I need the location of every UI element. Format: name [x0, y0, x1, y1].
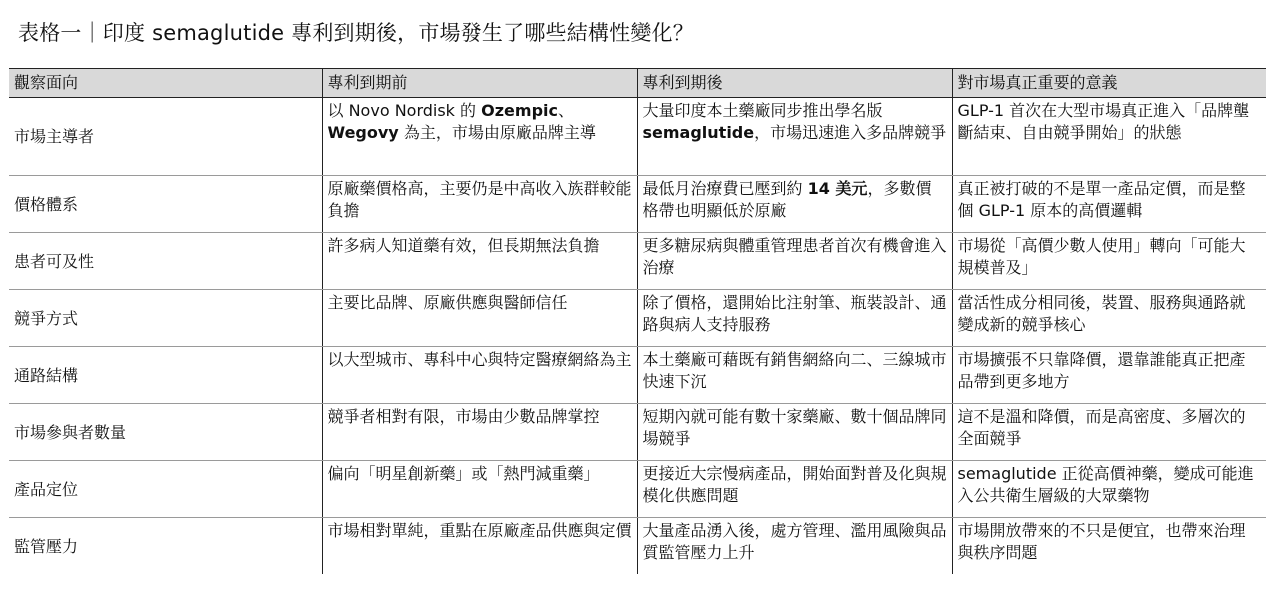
text-segment: 市場開放帶來的不只是便宜，也帶來治理與秩序問題 [957, 521, 1246, 562]
cell-after-expiry [637, 98, 952, 176]
table-row [9, 176, 1266, 233]
text-segment: 短期內就可能有數十家藥廠、數十個品牌同場競爭 [642, 407, 947, 448]
table-row [9, 98, 1266, 176]
text-segment: semaglutide 正從高價神藥，變成可能進入公共衛生層級的大眾藥物 [957, 464, 1254, 505]
text-segment: 這不是溫和降價，而是高密度、多層次的全面競爭 [957, 407, 1246, 448]
cell-after-expiry [637, 347, 952, 404]
text-segment: 以 Novo Nordisk 的 [327, 101, 482, 120]
text-segment: GLP-1 首次在大型市場真正進入「品牌壟斷結束、自由競爭開始」的狀態 [957, 101, 1250, 142]
cell-meaning [952, 518, 1266, 575]
text-segment: 當活性成分相同後，裝置、服務與通路就變成新的競爭核心 [957, 293, 1246, 334]
header-aspect: 觀察面向 [9, 69, 322, 98]
cell-before-expiry [322, 404, 637, 461]
cell-meaning [952, 290, 1266, 347]
cell-before-expiry [322, 518, 637, 575]
table-row [9, 233, 1266, 290]
text-segment: 市場從「高價少數人使用」轉向「可能大規模普及」 [957, 236, 1246, 277]
text-segment: 本土藥廠可藉既有銷售網絡向二、三線城市快速下沉 [642, 350, 947, 391]
cell-meaning [952, 176, 1266, 233]
comparison-table [9, 68, 1266, 574]
header-after-expiry: 專利到期後 [637, 69, 952, 98]
text-segment: 真正被打破的不是單一產品定價，而是整個 GLP-1 原本的高價邏輯 [957, 179, 1246, 220]
text-segment: ，多數價格帶也明顯低於原廠 [642, 179, 932, 220]
row-aspect: 競爭方式 [9, 290, 322, 347]
cell-meaning [952, 98, 1266, 176]
cell-before-expiry [322, 233, 637, 290]
text-segment: 原廠藥價格高，主要仍是中高收入族群較能負擔 [327, 179, 632, 220]
row-aspect: 市場主導者 [9, 98, 322, 176]
text-segment: 最低月治療費已壓到約 [642, 179, 808, 198]
text-segment: 大量產品湧入後，處方管理、濫用風險與品質監管壓力上升 [642, 521, 947, 562]
row-aspect: 監管壓力 [9, 518, 322, 575]
text-segment: 更接近大宗慢病產品，開始面對普及化與規模化供應問題 [642, 464, 947, 505]
text-segment: ，市場迅速進入多品牌競爭 [754, 123, 947, 142]
row-aspect: 患者可及性 [9, 233, 322, 290]
cell-after-expiry [637, 290, 952, 347]
cell-before-expiry [322, 347, 637, 404]
cell-meaning [952, 233, 1266, 290]
cell-meaning [952, 404, 1266, 461]
row-aspect: 價格體系 [9, 176, 322, 233]
table-header-row [9, 69, 1266, 98]
bold-text: Ozempic [481, 101, 558, 120]
text-segment: 大量印度本土藥廠同步推出學名版 [642, 101, 883, 120]
table-row [9, 290, 1266, 347]
text-segment: 市場擴張不只靠降價，還靠誰能真正把產品帶到更多地方 [957, 350, 1246, 391]
row-aspect: 通路結構 [9, 347, 322, 404]
table-row [9, 404, 1266, 461]
bold-text: 14 美元 [807, 179, 868, 198]
cell-before-expiry [322, 176, 637, 233]
header-before-expiry: 專利到期前 [322, 69, 637, 98]
text-segment: 為主，市場由原廠品牌主導 [398, 123, 596, 142]
row-aspect: 市場參與者數量 [9, 404, 322, 461]
cell-before-expiry [322, 461, 637, 518]
text-segment: 偏向「明星創新藥」或「熱門減重藥」 [327, 464, 600, 483]
cell-meaning [952, 461, 1266, 518]
bold-text: semaglutide [642, 123, 755, 142]
table-row [9, 518, 1266, 575]
cell-before-expiry [322, 290, 637, 347]
text-segment: 以大型城市、專科中心與特定醫療網絡為主 [327, 350, 632, 369]
table-row [9, 461, 1266, 518]
text-segment: 更多糖尿病與體重管理患者首次有機會進入治療 [642, 236, 947, 277]
cell-before-expiry [322, 98, 637, 176]
text-segment: 除了價格，還開始比注射筆、瓶裝設計、通路與病人支持服務 [642, 293, 947, 334]
cell-after-expiry [637, 518, 952, 575]
row-aspect: 產品定位 [9, 461, 322, 518]
text-segment: 競爭者相對有限，市場由少數品牌掌控 [327, 407, 600, 426]
text-segment: 許多病人知道藥有效，但長期無法負擔 [327, 236, 600, 255]
cell-meaning [952, 347, 1266, 404]
header-meaning: 對市場真正重要的意義 [952, 69, 1266, 98]
text-segment: 市場相對單純，重點在原廠產品供應與定價 [327, 521, 632, 540]
cell-after-expiry [637, 404, 952, 461]
cell-after-expiry [637, 176, 952, 233]
table-body [9, 98, 1266, 575]
text-segment: 主要比品牌、原廠供應與醫師信任 [327, 293, 568, 312]
cell-after-expiry [637, 233, 952, 290]
table-title: 表格一｜印度 semaglutide 專利到期後，市場發生了哪些結構性變化？ [18, 21, 694, 45]
text-segment: 、 [557, 101, 574, 120]
bold-text: Wegovy [327, 123, 399, 142]
table-row [9, 347, 1266, 404]
cell-after-expiry [637, 461, 952, 518]
